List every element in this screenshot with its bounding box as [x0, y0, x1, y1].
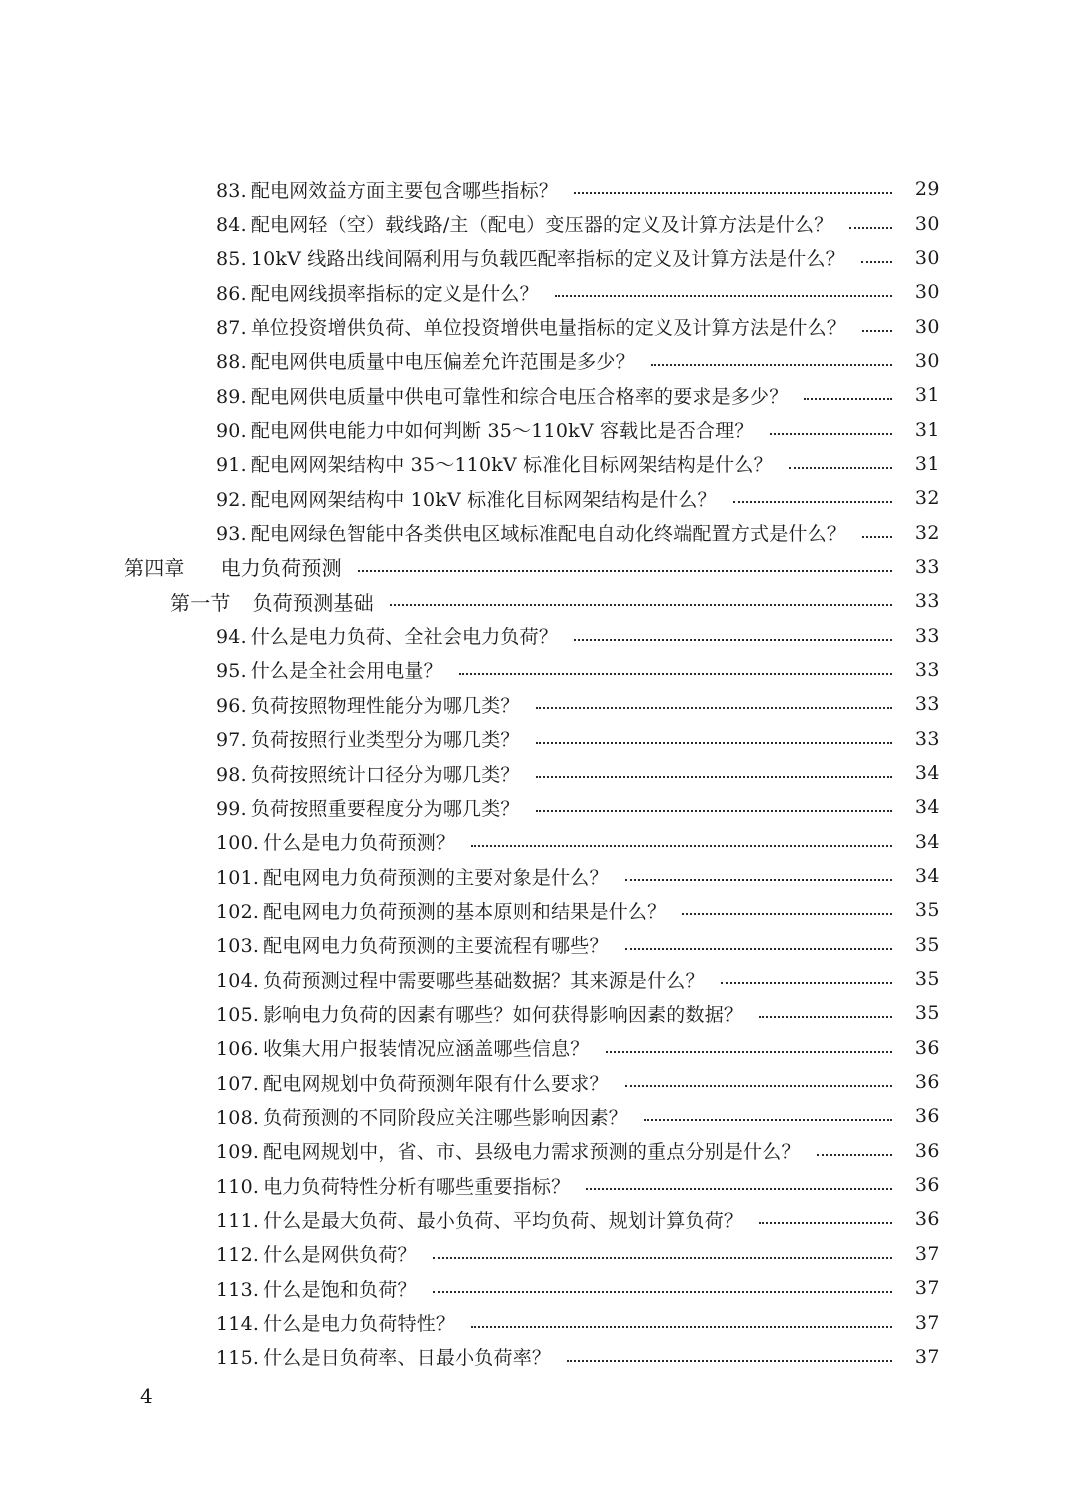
- toc-entry-text: [216, 863, 609, 890]
- page-number: 33: [914, 727, 940, 750]
- page-number: 37: [914, 1277, 940, 1300]
- toc-entry-text: [216, 1206, 743, 1233]
- entry-title: 10kV 线路出线间隔利用与负载匹配率指标的定义及计算方法是什么？: [250, 248, 845, 271]
- entry-number: 105.: [216, 1003, 260, 1026]
- entry-title: 负荷预测过程中需要哪些基础数据？其来源是什么？: [263, 969, 705, 992]
- dot-leader: [804, 398, 892, 400]
- page-number: 34: [914, 796, 940, 819]
- dot-leader: [536, 810, 892, 812]
- entry-number: 115.: [216, 1347, 260, 1370]
- page-number: 37: [914, 1242, 940, 1265]
- page-number: 35: [914, 968, 940, 991]
- page-number: 35: [914, 1002, 940, 1025]
- toc-entry-text: [216, 1000, 743, 1027]
- page-number: 35: [914, 933, 940, 956]
- toc-entry-text: [216, 656, 443, 683]
- entry-title: 配电网轻（空）载线路/主（配电）变压器的定义及计算方法是什么？: [250, 214, 834, 237]
- entry-title: 配电网绿色智能中各类供电区域标准配电自动化终端配置方式是什么？: [250, 523, 847, 546]
- page-number: 36: [914, 1174, 940, 1197]
- dot-leader: [390, 604, 892, 606]
- toc-entry: [0, 756, 1080, 790]
- toc-entry: [0, 996, 1080, 1030]
- toc-entry: [0, 481, 1080, 515]
- entry-title: 电力负荷特性分析有哪些重要指标？: [263, 1175, 571, 1198]
- page-number: 31: [914, 452, 940, 475]
- entry-number: 107.: [216, 1072, 260, 1095]
- toc-entry-text: [216, 210, 833, 237]
- page-number: 31: [914, 418, 940, 441]
- page-number: 32: [914, 521, 940, 544]
- entry-title: 什么是最大负荷、最小负荷、平均负荷、规划计算负荷？: [263, 1209, 744, 1232]
- dot-leader: [433, 1257, 892, 1259]
- page-number: 30: [914, 212, 940, 235]
- entry-title: 配电网供电质量中电压偏差允许范围是多少？: [250, 351, 635, 374]
- page-number: 31: [914, 384, 940, 407]
- toc-entry-text: [216, 931, 609, 958]
- dot-leader: [574, 639, 892, 641]
- entry-title: 什么是电力负荷特性？: [263, 1313, 456, 1336]
- entry-title: 收集大用户报装情况应涵盖哪些信息？: [263, 1038, 590, 1061]
- dot-leader: [459, 673, 892, 675]
- dot-leader: [625, 1085, 892, 1087]
- entry-number: 114.: [216, 1313, 260, 1336]
- dot-leader: [721, 982, 892, 984]
- toc-entry: [0, 1099, 1080, 1133]
- page-number: 36: [914, 1208, 940, 1231]
- toc-entry: [0, 893, 1080, 927]
- entry-number: 87.: [216, 317, 247, 340]
- entry-title: 什么是日负荷率、日最小负荷率？: [263, 1347, 552, 1370]
- toc-entry-text: [216, 725, 520, 752]
- page-number: 33: [914, 555, 940, 578]
- entry-number: 91.: [216, 454, 247, 477]
- section-label: 第一节: [170, 590, 231, 615]
- dot-leader: [862, 330, 892, 332]
- toc-entry: [0, 206, 1080, 240]
- entry-number: 97.: [216, 729, 247, 752]
- toc-entry-text: [216, 347, 635, 374]
- toc-entry-text: [216, 313, 846, 340]
- toc-entry-text: [216, 1240, 417, 1267]
- page-number: 34: [914, 865, 940, 888]
- page-number: 30: [914, 349, 940, 372]
- page-number: 35: [914, 899, 940, 922]
- toc-entry: [0, 790, 1080, 824]
- entry-number: 109.: [216, 1141, 260, 1164]
- entry-number: 86.: [216, 282, 247, 305]
- entry-title: 什么是网供负荷？: [263, 1244, 417, 1267]
- entry-title: 配电网规划中负荷预测年限有什么要求？: [263, 1072, 609, 1095]
- entry-number: 106.: [216, 1038, 260, 1061]
- dot-leader: [358, 570, 892, 572]
- toc-entry: [0, 447, 1080, 481]
- entry-number: 99.: [216, 797, 247, 820]
- entry-title: 配电网线损率指标的定义是什么？: [250, 282, 539, 305]
- section-title: 负荷预测基础: [252, 590, 374, 615]
- toc-entry: [0, 928, 1080, 962]
- page-number: 30: [914, 246, 940, 269]
- dot-leader: [471, 1326, 892, 1328]
- entry-title: 负荷按照行业类型分为哪几类？: [250, 729, 520, 752]
- entry-number: 93.: [216, 523, 247, 546]
- page-number: 36: [914, 1071, 940, 1094]
- entry-title: 单位投资增供负荷、单位投资增供电量指标的定义及计算方法是什么？: [250, 317, 847, 340]
- entry-number: 111.: [216, 1209, 260, 1232]
- entry-number: 84.: [216, 214, 247, 237]
- entry-number: 96.: [216, 694, 247, 717]
- entry-number: 92.: [216, 488, 247, 511]
- toc-entry: [0, 859, 1080, 893]
- page-number: 36: [914, 1139, 940, 1162]
- toc-entry: [0, 722, 1080, 756]
- toc-entry-text: [216, 828, 455, 855]
- toc-entry-text: [216, 1343, 551, 1370]
- page-number: 33: [914, 693, 940, 716]
- entry-number: 110.: [216, 1175, 260, 1198]
- page-number: 37: [914, 1311, 940, 1334]
- table-of-contents: [0, 172, 1080, 1374]
- entry-number: 88.: [216, 351, 247, 374]
- toc-entry: [0, 1168, 1080, 1202]
- chapter-title: 电力负荷预测: [220, 556, 342, 581]
- entry-number: 113.: [216, 1278, 260, 1301]
- toc-entry-text: [216, 760, 520, 787]
- page-number: 34: [914, 830, 940, 853]
- page-number: 36: [914, 1036, 940, 1059]
- entry-number: 95.: [216, 660, 247, 683]
- page-number: 33: [914, 658, 940, 681]
- toc-entry: [0, 344, 1080, 378]
- chapter-heading: [124, 552, 342, 581]
- dot-leader: [433, 1291, 892, 1293]
- entry-number: 100.: [216, 832, 260, 855]
- dot-leader: [759, 1016, 892, 1018]
- toc-entry: [0, 1134, 1080, 1168]
- toc-entry: [0, 241, 1080, 275]
- dot-leader: [574, 192, 892, 194]
- toc-entry-text: [216, 897, 666, 924]
- toc-entry: [0, 172, 1080, 206]
- toc-section-1: [0, 584, 1080, 618]
- dot-leader: [759, 1222, 892, 1224]
- entry-title: 配电网效益方面主要包含哪些指标？: [250, 179, 559, 202]
- dot-leader: [644, 1119, 892, 1121]
- entry-number: 90.: [216, 420, 247, 443]
- toc-entry-text: [216, 1172, 570, 1199]
- entry-title: 什么是电力负荷预测？: [263, 832, 456, 855]
- entry-title: 配电网供电质量中供电可靠性和综合电压合格率的要求是多少？: [250, 385, 789, 408]
- entry-title: 配电网网架结构中 35～110kV 标准化目标网架结构是什么？: [250, 454, 773, 477]
- dot-leader: [682, 913, 892, 915]
- page-number: 36: [914, 1105, 940, 1128]
- toc-entry: [0, 1237, 1080, 1271]
- page-number: 30: [914, 315, 940, 338]
- toc-chapter-4: [0, 550, 1080, 584]
- dot-leader: [817, 1154, 892, 1156]
- entry-title: 影响电力负荷的因素有哪些？如何获得影响因素的数据？: [263, 1003, 744, 1026]
- toc-entry-text: [216, 1309, 455, 1336]
- entry-title: 配电网电力负荷预测的主要流程有哪些？: [263, 935, 609, 958]
- toc-entry: [0, 1271, 1080, 1305]
- toc-entry: [0, 1305, 1080, 1339]
- toc-items-before: [0, 172, 1080, 550]
- section-heading: [170, 587, 374, 616]
- entry-number: 83.: [216, 179, 247, 202]
- toc-entry-text: [216, 794, 520, 821]
- page-number: 33: [914, 624, 940, 647]
- toc-items-after: [0, 618, 1080, 1374]
- entry-title: 配电网电力负荷预测的基本原则和结果是什么？: [263, 900, 667, 923]
- page-number: 37: [914, 1345, 940, 1368]
- entry-title: 配电网规划中，省、市、县级电力需求预测的重点分别是什么？: [263, 1141, 801, 1164]
- page-number: 32: [914, 487, 940, 510]
- dot-leader: [849, 227, 892, 229]
- entry-number: 94.: [216, 626, 247, 649]
- toc-entry-text: [216, 519, 846, 546]
- page-number: 30: [914, 281, 940, 304]
- dot-leader: [625, 879, 892, 881]
- toc-entry-text: [216, 1103, 628, 1130]
- toc-entry-text: [216, 382, 788, 409]
- entry-title: 配电网网架结构中 10kV 标准化目标网架结构是什么？: [250, 488, 717, 511]
- toc-entry: [0, 1340, 1080, 1374]
- dot-leader: [770, 433, 892, 435]
- dot-leader: [625, 948, 892, 950]
- entry-title: 负荷预测的不同阶段应关注哪些影响因素？: [263, 1106, 628, 1129]
- page-folio-number: 4: [140, 1384, 153, 1408]
- entry-number: 103.: [216, 935, 260, 958]
- toc-entry-text: [216, 450, 773, 477]
- toc-entry: [0, 1065, 1080, 1099]
- toc-entry: [0, 687, 1080, 721]
- toc-entry: [0, 275, 1080, 309]
- toc-entry: [0, 1202, 1080, 1236]
- toc-entry: [0, 412, 1080, 446]
- toc-entry-text: [216, 279, 539, 306]
- entry-number: 102.: [216, 900, 260, 923]
- entry-number: 104.: [216, 969, 260, 992]
- dot-leader: [567, 1360, 892, 1362]
- dot-leader: [789, 467, 892, 469]
- toc-entry: [0, 825, 1080, 859]
- dot-leader: [586, 1188, 892, 1190]
- dot-leader: [536, 742, 892, 744]
- entry-title: 配电网电力负荷预测的主要对象是什么？: [263, 866, 609, 889]
- entry-title: 什么是饱和负荷？: [263, 1278, 417, 1301]
- dot-leader: [733, 501, 892, 503]
- toc-entry: [0, 1031, 1080, 1065]
- toc-entry-text: [216, 416, 754, 443]
- page-number: 29: [914, 178, 940, 201]
- dot-leader: [536, 707, 892, 709]
- entry-title: 负荷按照物理性能分为哪几类？: [250, 694, 520, 717]
- chapter-label: 第四章: [124, 556, 185, 581]
- toc-entry-text: [216, 691, 520, 718]
- page-number: 34: [914, 762, 940, 785]
- entry-number: 108.: [216, 1106, 260, 1129]
- toc-entry: [0, 962, 1080, 996]
- entry-title: 配电网供电能力中如何判断 35～110kV 容载比是否合理？: [250, 420, 754, 443]
- toc-entry: [0, 309, 1080, 343]
- toc-entry-text: [216, 485, 717, 512]
- toc-entry-text: [216, 1069, 609, 1096]
- toc-entry: [0, 515, 1080, 549]
- entry-number: 89.: [216, 385, 247, 408]
- toc-entry: [0, 653, 1080, 687]
- dot-leader: [471, 845, 892, 847]
- toc-entry-text: [216, 1034, 590, 1061]
- dot-leader: [862, 536, 892, 538]
- dot-leader: [555, 295, 892, 297]
- dot-leader: [536, 776, 892, 778]
- entry-title: 什么是电力负荷、全社会电力负荷？: [250, 626, 559, 649]
- toc-entry-text: [216, 966, 705, 993]
- entry-number: 85.: [216, 248, 247, 271]
- entry-number: 98.: [216, 763, 247, 786]
- page-number: 33: [914, 590, 940, 613]
- entry-title: 负荷按照重要程度分为哪几类？: [250, 797, 520, 820]
- dot-leader: [651, 364, 892, 366]
- toc-entry-text: [216, 176, 558, 203]
- entry-number: 112.: [216, 1244, 260, 1267]
- entry-number: 101.: [216, 866, 260, 889]
- dot-leader: [606, 1051, 892, 1053]
- entry-title: 负荷按照统计口径分为哪几类？: [250, 763, 520, 786]
- toc-entry: [0, 378, 1080, 412]
- toc-entry-text: [216, 1137, 801, 1164]
- toc-entry-text: [216, 622, 558, 649]
- entry-title: 什么是全社会用电量？: [250, 660, 443, 683]
- dot-leader: [861, 261, 892, 263]
- toc-entry-text: [216, 244, 845, 271]
- toc-entry: [0, 618, 1080, 652]
- toc-entry-text: [216, 1275, 417, 1302]
